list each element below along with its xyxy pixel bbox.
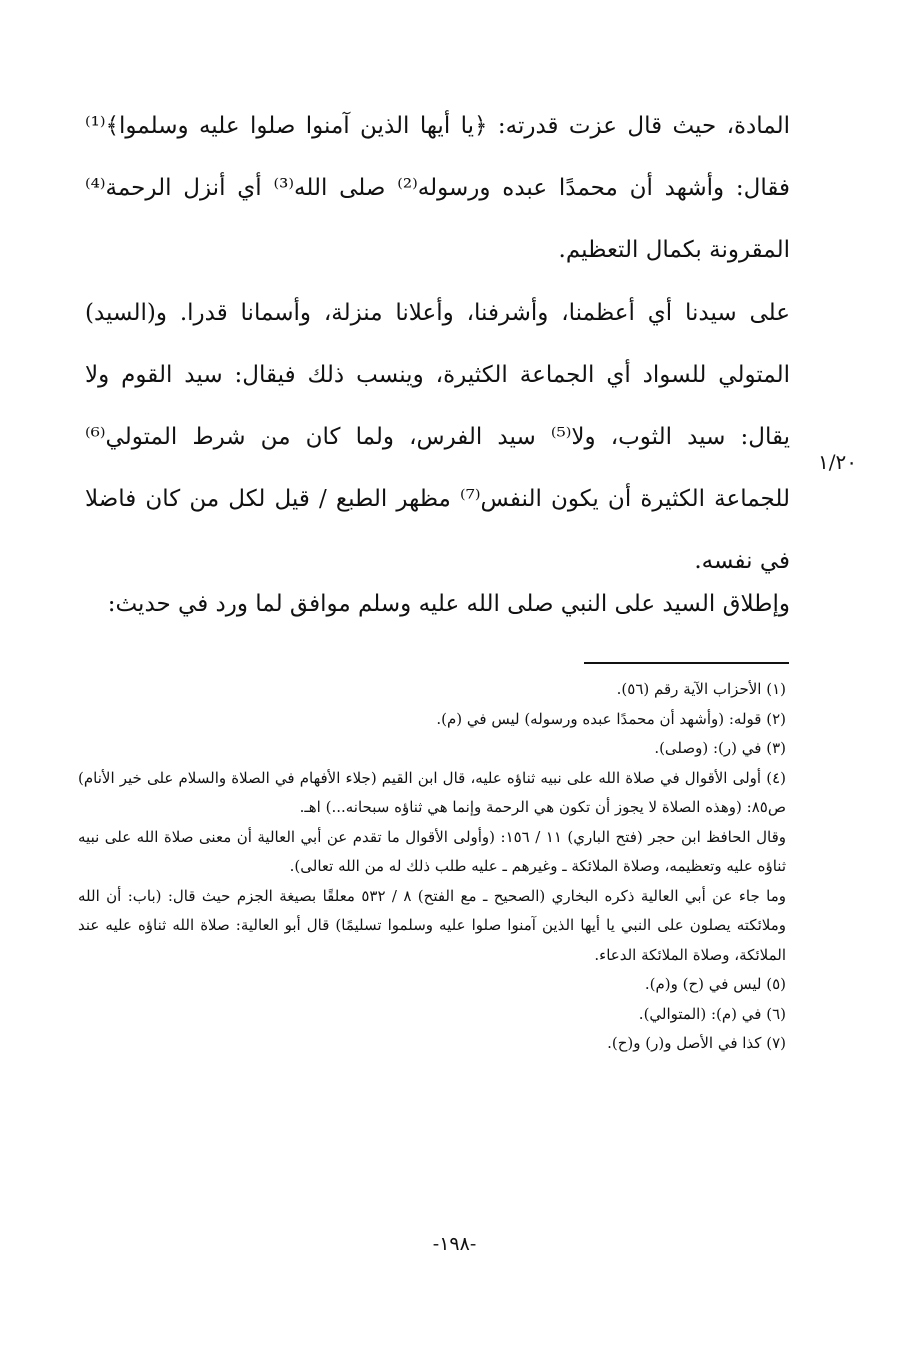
footnote: (٣) في (ر): (وصلى).	[654, 739, 786, 757]
footnote: (٥) ليس في (ح) و(م).	[644, 975, 786, 993]
footnote: (٦) في (م): (المتوالي).	[638, 1004, 786, 1023]
footnotes	[78, 675, 786, 1059]
paragraph: وإطلاق السيد على النبي صلى الله عليه وسلم موافق لما ورد في حديث:	[107, 591, 790, 617]
footnote-continuation: وما جاء عن أبي العالية ذكره البخاري (الصحيح ـ مع الفتح) ٨ / ٥٣٢ معلقًا بصيغة الجزم حيث قال: (باب: أن الله وملائكته يصلون على النبي يا أيها الذين آمنوا صلوا عليه وسلموا تسليمًا) قال أبو العالية: صلاة الله ثناؤه عليه عند الملائكة، وصلاة الملائكة الدعاء.	[78, 886, 786, 964]
footnote: (١) الأحزاب الآية رقم (٥٦).	[616, 680, 786, 698]
main-text-block	[85, 95, 790, 281]
footnote: (٤) أولى الأقوال في صلاة الله على نبيه ثناؤه عليه، قال ابن القيم (جلاء الأفهام في الصلاة والسلام على خير الأنام) ص٨٥: (وهذه الصلاة لا يجوز أن تكون هي الرحمة وإنما هي ثناؤه سبحانه...) اهـ.	[78, 768, 786, 816]
footnote: (٧) كذا في الأصل و(ر) و(ح).	[607, 1034, 786, 1052]
paragraph: على سيدنا أي أعظمنا، وأشرفنا، وأعلانا منزلة، وأسمانا قدرا. و(السيد) المتولي للسواد أي الجماعة الكثيرة، وينسب ذلك فيقال: سيد القوم ولا يقال: سيد الثوب، ولا⁽⁵⁾ سيد الفرس، ولما كان من شرط المتولي⁽⁶⁾ للجماعة الكثيرة أن يكون النفس⁽⁷⁾ مظهر الطبع / قيل لكل من كان فاضلا في نفسه.	[85, 300, 790, 574]
main-text-block	[85, 282, 790, 592]
margin-folio-note: ١/٢٠	[818, 450, 857, 474]
footnote-separator	[584, 662, 789, 664]
main-text-block	[85, 573, 790, 635]
paragraph: المادة، حيث قال عزت قدرته: ﴿يا أيها الذين آمنوا صلوا عليه وسلموا﴾⁽¹⁾ فقال: وأشهد أن محمدًا عبده ورسوله⁽²⁾ صلى الله⁽³⁾ أي أنزل الرحمة⁽⁴⁾ المقرونة بكمال التعظيم.	[85, 113, 790, 263]
footnote: (٢) قوله: (وأشهد أن محمدًا عبده ورسوله) ليس في (م).	[436, 709, 786, 728]
footnote-continuation: وقال الحافظ ابن حجر (فتح الباري) ١١ / ١٥٦: (وأولى الأقوال ما تقدم عن أبي العالية أن معنى صلاة الله على نبيه ثناؤه عليه وتعظيمه، وصلاة الملائكة ـ وغيرهم ـ عليه طلب ذلك له من الله تعالى).	[78, 827, 786, 875]
page-number: -١٩٨-	[432, 1233, 477, 1255]
